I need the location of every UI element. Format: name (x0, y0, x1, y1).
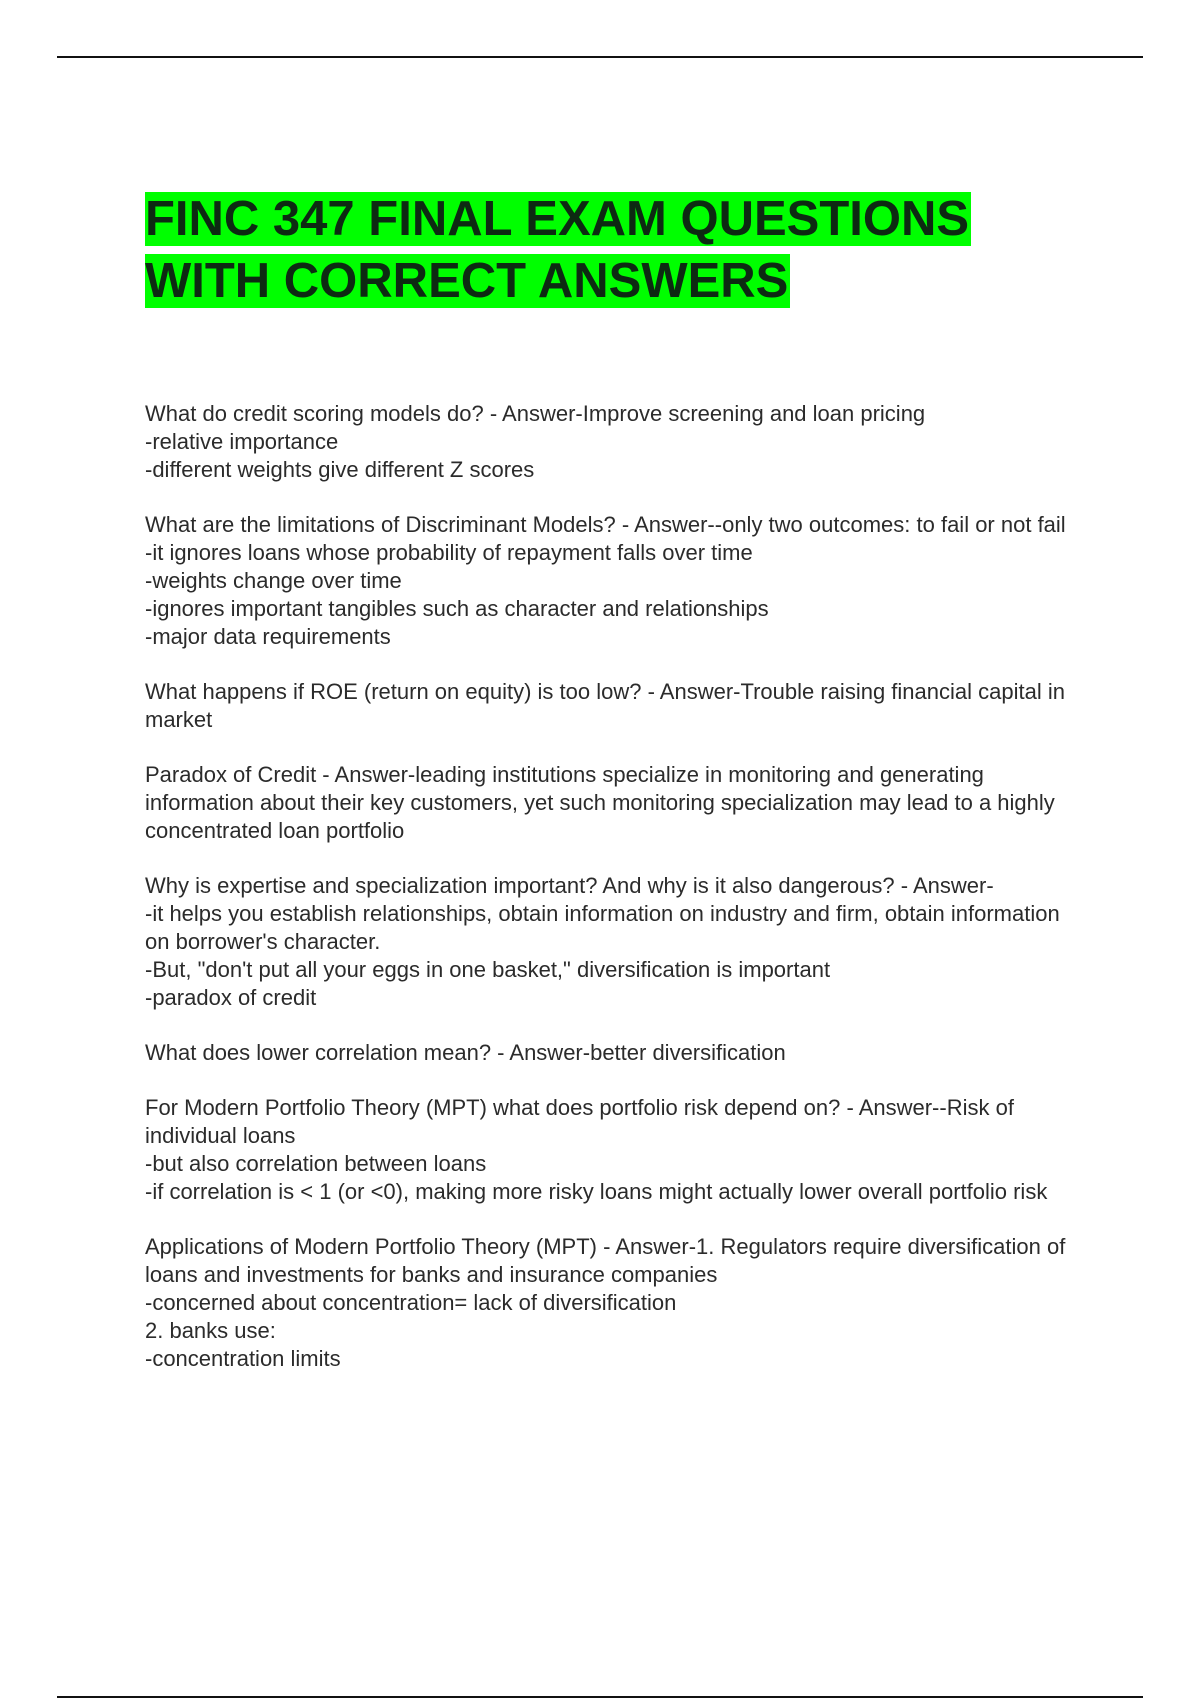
qa-item-expertise-specialization: Why is expertise and specialization important? And why is it also dangerous? - Answer- -it helps you establish relationships, obtain information on industry and firm, obtain information on borrower's character. -But, "don't put all your eggs in one basket," diversification is important -paradox of credit (145, 873, 1060, 1010)
qa-item-credit-scoring: What do credit scoring models do? - Answer-Improve screening and loan pricing -relative importance -different weights give different Z scores (145, 401, 926, 482)
title-line-2: WITH CORRECT ANSWERS (145, 254, 789, 308)
bottom-rule (57, 1696, 1143, 1698)
qa-list (145, 400, 1090, 1400)
title-line-1: FINC 347 FINAL EXAM QUESTIONS (145, 192, 970, 246)
top-rule (57, 56, 1143, 58)
document-title (145, 188, 1105, 312)
qa-item-discriminant-limitations: What are the limitations of Discriminant Models? - Answer--only two outcomes: to fail or not fail -it ignores loans whose probability of repayment falls over time -weights change over time -ignores important tangibles such as character and relationships -major data requirements (145, 512, 1066, 649)
qa-item-paradox-of-credit: Paradox of Credit - Answer-leading institutions specialize in monitoring and generating information about their key customers, yet such monitoring specialization may lead to a highly concentrated loan portfolio (145, 762, 1055, 843)
qa-item-mpt-applications: Applications of Modern Portfolio Theory (MPT) - Answer-1. Regulators require diversification of loans and investments for banks and insurance companies -concerned about concentration= lack of diversification 2. banks use: -concentration limits (145, 1234, 1066, 1371)
qa-item-roe-too-low: What happens if ROE (return on equity) is too low? - Answer-Trouble raising financial capital in market (145, 679, 1065, 732)
qa-item-lower-correlation: What does lower correlation mean? - Answer-better diversification (145, 1040, 786, 1065)
qa-item-mpt-portfolio-risk: For Modern Portfolio Theory (MPT) what does portfolio risk depend on? - Answer--Risk of individual loans -but also correlation between loans -if correlation is < 1 (or <0), making more risky loans might actually lower overall portfolio risk (145, 1095, 1048, 1204)
